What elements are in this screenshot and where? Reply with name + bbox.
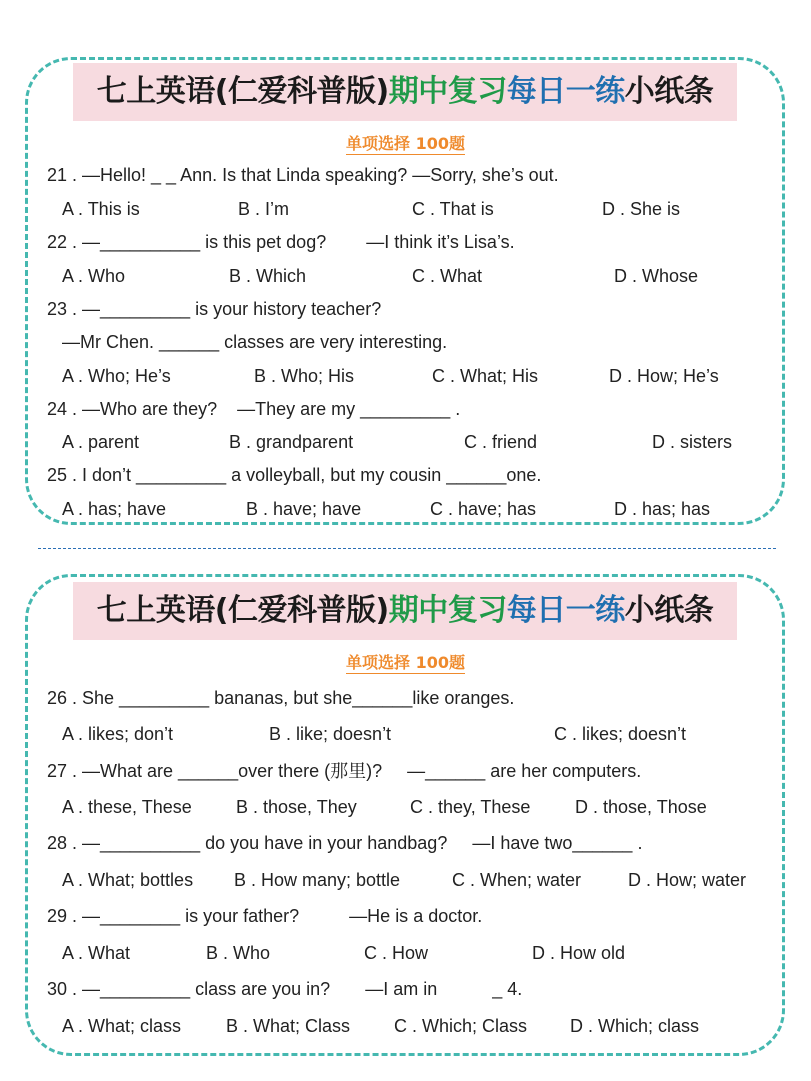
title-part-3: 每日一练 (506, 74, 625, 109)
question-25: 25 . I don’t _________ a volleyball, but my cousin ______one. (47, 465, 542, 485)
option-28-a: A . What; bottles (62, 870, 194, 890)
question-23-line-2: —Mr Chen. ______ classes are very interesting. (62, 332, 448, 352)
question-28: 28 . —__________ do you have in your handbag? —I have two______ . (47, 833, 643, 853)
section-subtitle-2: 单项选择 100题 (346, 653, 465, 672)
option-22-b: B . Which (229, 266, 307, 286)
question-30: 30 . —_________ class are you in? —I am in _ 4. (47, 979, 523, 999)
option-29-d: D . How old (532, 943, 626, 963)
question-27: 27 . —What are ______over there (那里)? —______ are her computers. (47, 761, 642, 781)
option-26-a: A . likes; don’t (62, 724, 174, 744)
option-27-d: D . those, Those (575, 797, 707, 817)
question-29: 29 . —________ is your father? —He is a doctor. (47, 906, 483, 926)
option-25-d: D . has; has (614, 499, 711, 519)
option-28-b: B . How many; bottle (234, 870, 401, 890)
question-24: 24 . —Who are they? —They are my _________ . (47, 399, 461, 419)
page-title (73, 63, 737, 121)
option-24-d: D . sisters (652, 432, 733, 452)
section-subtitle: 单项选择 100题 (346, 134, 465, 153)
option-24-a: A . parent (62, 432, 140, 452)
title-part-3: 每日一练 (506, 593, 625, 628)
title-part-4: 小纸条 (624, 593, 714, 628)
option-30-a: A . What; class (62, 1016, 182, 1036)
option-28-d: D . How; water (628, 870, 747, 890)
option-21-d: D . She is (602, 199, 681, 219)
exercise-card-1 (25, 57, 785, 525)
question-22: 22 . —__________ is this pet dog? —I think it’s Lisa’s. (47, 232, 515, 252)
option-22-c: C . What (412, 266, 483, 286)
option-23-b: B . Who; His (254, 366, 355, 386)
option-24-c: C . friend (464, 432, 538, 452)
option-23-d: D . How; He’s (609, 366, 719, 386)
option-25-b: B . have; have (246, 499, 362, 519)
option-22-d: D . Whose (614, 266, 699, 286)
option-24-b: B . grandparent (229, 432, 354, 452)
title-part-4: 小纸条 (624, 74, 714, 109)
option-27-b: B . those, They (236, 797, 357, 817)
question-23: 23 . —_________ is your history teacher? (47, 299, 382, 319)
option-27-a: A . these, These (62, 797, 192, 817)
option-21-c: C . That is (412, 199, 494, 219)
title-part-2: 期中复习 (388, 593, 507, 628)
title-part-2: 期中复习 (388, 74, 507, 109)
title-part-1: 七上英语(仁爱科普版) (96, 593, 389, 628)
option-21-a: A . This is (62, 199, 140, 219)
option-29-a: A . What (62, 943, 131, 963)
option-28-c: C . When; water (452, 870, 582, 890)
option-30-d: D . Which; class (570, 1016, 700, 1036)
option-22-a: A . Who (62, 266, 126, 286)
option-25-c: C . have; has (430, 499, 537, 519)
question-21: 21 . —Hello! _ _ Ann. Is that Linda speaking? —Sorry, she’s out. (47, 165, 559, 185)
title-part-1: 七上英语(仁爱科普版) (96, 74, 389, 109)
option-27-c: C . they, These (410, 797, 531, 817)
option-30-c: C . Which; Class (394, 1016, 528, 1036)
option-23-c: C . What; His (432, 366, 539, 386)
dashed-divider (38, 548, 776, 549)
option-29-b: B . Who (206, 943, 271, 963)
option-23-a: A . Who; He’s (62, 366, 171, 386)
page-title-2 (73, 582, 737, 640)
option-21-b: B . I’m (238, 199, 290, 219)
option-30-b: B . What; Class (226, 1016, 351, 1036)
option-25-a: A . has; have (62, 499, 167, 519)
option-29-c: C . How (364, 943, 429, 963)
question-26: 26 . She _________ bananas, but she______like oranges. (47, 688, 515, 708)
option-26-c: C . likes; doesn’t (554, 724, 687, 744)
option-26-b: B . like; doesn’t (269, 724, 392, 744)
